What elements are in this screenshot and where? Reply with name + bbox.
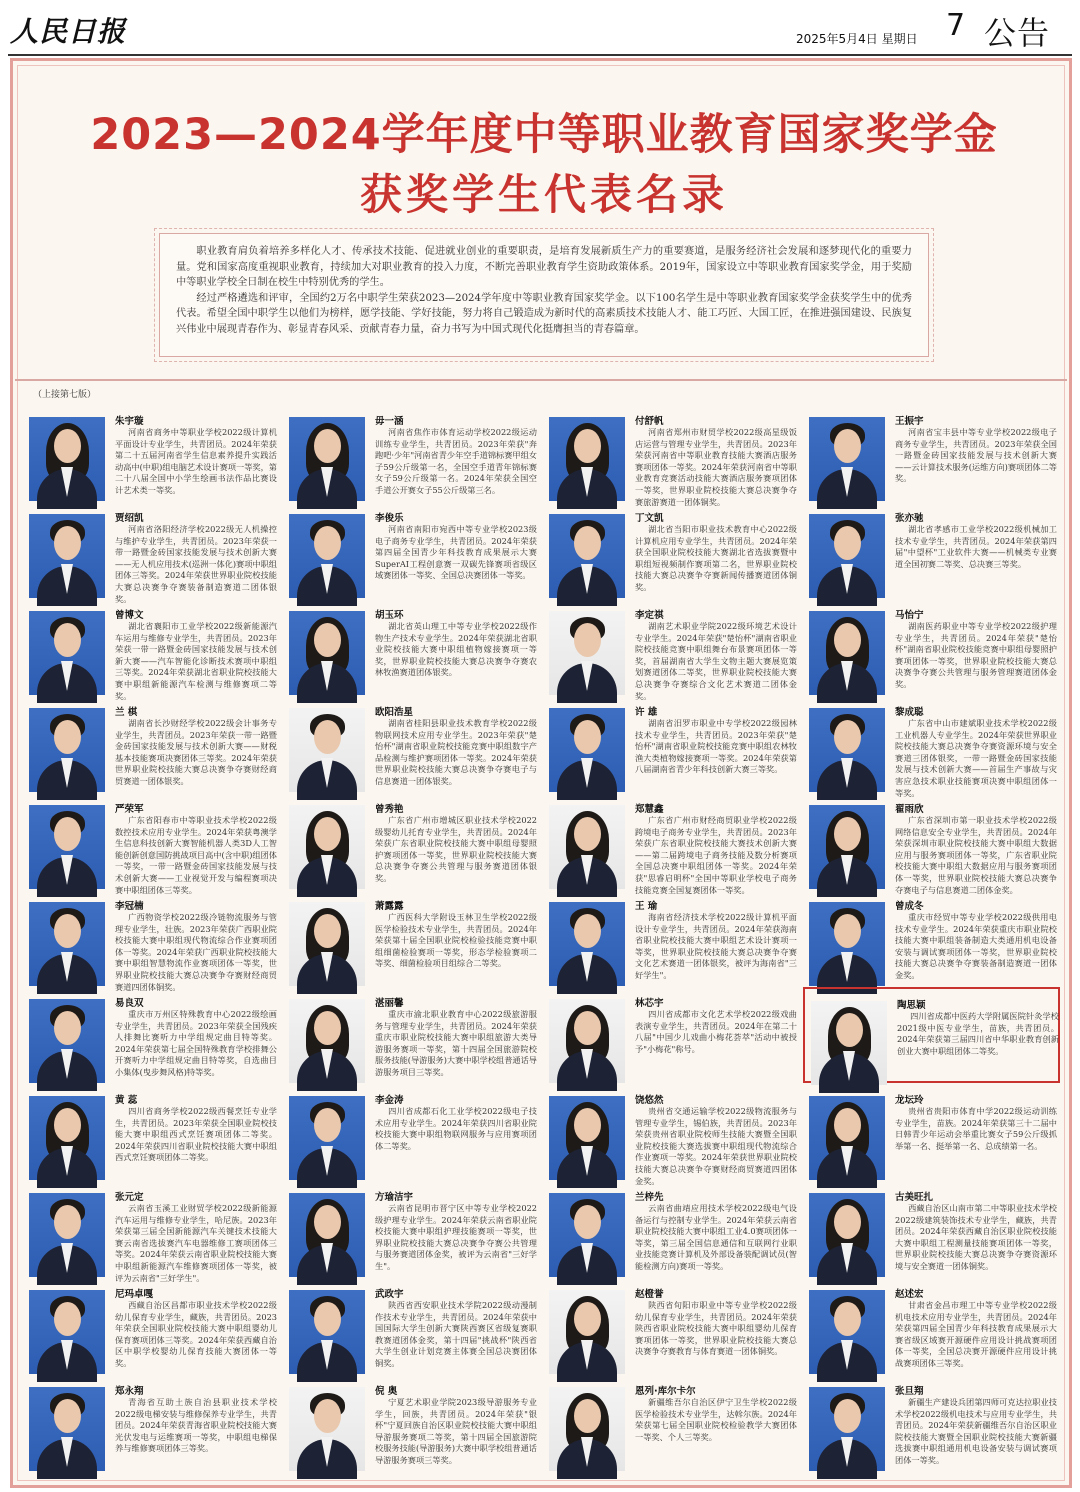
student-card [543,1181,800,1277]
student-photo [289,1193,365,1277]
student-card [23,793,280,895]
student-photo [289,902,365,986]
student-card [283,890,540,986]
student-card [543,502,800,598]
student-card [803,1278,1060,1374]
masthead-rule [8,54,1072,56]
student-card [283,1278,540,1374]
student-bio: 新疆维吾尔自治区伊宁卫生学校2022级医学检验技术专业学生，达斡尔族。2024年荣获第七届全国职业院校检验教学大赛团体一等奖、个人三等奖。 [635,1397,797,1442]
student-card [543,1375,800,1471]
student-name: 萧露露 [375,901,404,912]
student-photo [549,1193,625,1277]
student-name: 尼玛卓嘎 [115,1289,154,1300]
student-name: 古美旺扎 [895,1192,934,1203]
student-bio: 湖南省桂阳县职业技术教育学校2022级物联网技术应用专业学生。2023年荣获"楚怡杯"湖南省职业院校技能竞赛中职组数字产品检测与维护赛项团体一等奖。2024年荣获世界职业院校技能大赛总决赛争夺赛电子与信息赛道一团体银奖。 [375,718,537,786]
student-name: 恩列·库尔卡尔 [635,1386,696,1397]
student-card [283,502,540,598]
student-bio: 陕西省旬阳市职业中等专业学校2022级幼儿保育专业学生，共青团员。2024年荣获陕西省职业院校技能大赛中职组婴幼儿保育赛项团体一等奖，世界职业院校技能大赛总决赛争夺赛教育与体育赛道一团体铜奖。 [635,1300,797,1357]
student-card [283,405,540,501]
student-name: 黄 蕊 [115,1095,138,1106]
student-photo [289,417,365,501]
student-name: 林芯宇 [635,998,664,1009]
student-bio: 贵州省贵阳市体育中学2022级运动训练专业学生，苗族。2024年荣获第三十二届中日韩青少年运动会举重比赛女子59公斤级抓举第一名、挺举第一名、总成绩第一名。 [895,1106,1057,1151]
student-name: 陶思颖 [897,1000,926,1011]
issue-date: 2025年5月4日 星期日 [796,32,918,46]
student-photo [809,902,885,986]
student-bio: 贵州省交通运输学校2022级物流服务与管理专业学生，锡伯族，共青团员。2023年荣获贵州省职业院校师生技能大赛暨全国职业院校技能大赛选拔赛中职组现代物流综合作业赛项一等奖。2024年荣获世界职业院校技能大赛总决赛争夺赛财经商贸赛道四团体金奖。 [635,1106,797,1186]
student-name: 李冠楠 [115,901,144,912]
student-name: 郑慧鑫 [635,804,664,815]
student-bio: 陕西省西安职业技术学院2022级动漫制作技术专业学生，共青团员。2024年荣获中国国际大学生创新大赛陕西赛区省级复赛职教赛道团体金奖，第十四届"挑战杯"陕西省大学生创业计划竞赛主体赛全国总决赛团体铜奖。 [375,1300,537,1368]
student-name: 武政宇 [375,1289,404,1300]
student-name: 张旦翔 [895,1386,924,1397]
student-name: 贾绍凯 [115,513,144,524]
student-name: 付舒帆 [635,416,664,427]
student-name: 许 雄 [635,707,658,718]
student-photo [549,417,625,501]
student-name: 李定祺 [635,610,664,621]
student-bio: 宁夏艺术职业学院2023级导游服务专业学生，回族，共青团员。2024年荣获"银杯"宁夏回族自治区职业院校技能大赛中职组导游服务赛项二等奖，第十四届全国旅游院校服务技能(导游服务)大赛中职学校组普通话导游服务赛项三等奖。 [375,1397,537,1465]
student-name: 翟雨欣 [895,804,924,815]
student-name: 张元定 [115,1192,144,1203]
student-photo [809,1290,885,1374]
student-card [543,987,800,1083]
student-photo [549,1387,625,1471]
student-card [543,696,800,792]
student-card [23,1084,280,1180]
section-name: 公告 [984,14,1051,52]
student-name: 毋一涵 [375,416,404,427]
student-bio: 广西物资学校2022级冷链物流服务与管理专业学生，壮族。2023年荣获广西职业院校技能大赛中职组现代物流综合作业赛项团体一等奖。2024年荣获广西职业院校技能大赛中职组智慧物流作业赛项团体一等奖，世界职业院校技能大赛总决赛争夺赛财经商贸赛道四团体铜奖。 [115,912,277,992]
student-bio: 广东省深圳市第一职业技术学校2022级网络信息安全专业学生，共青团员。2024年荣获深圳市职业院校技能大赛中职组大数据应用与服务赛项团体一等奖，广东省职业院校技能大赛中职组大数据应用与服务赛项团体一等奖，世界职业院校技能大赛总决赛争夺赛电子与信息赛道二团体金奖。 [895,815,1057,895]
student-name: 曾博文 [115,610,144,621]
student-photo [809,1193,885,1277]
student-card [23,890,280,992]
student-photo [29,999,105,1083]
student-name: 马怡宁 [895,610,924,621]
student-photo [29,902,105,986]
student-photo [289,1387,365,1471]
student-name: 饶悠然 [635,1095,664,1106]
student-bio: 湖南艺术职业学院2022级环境艺术设计专业学生。2024年荣获"楚怡杯"湖南省职业院校技能竞赛中职组舞台布景赛项团体一等奖，首届湖南省大学生文物主题大赛展览策划赛道团体二等奖，世界职业院校技能大赛总决赛争夺赛综合文化艺术赛道二团体金奖。 [635,621,797,701]
student-card [283,987,540,1083]
student-photo [809,1387,885,1471]
student-bio: 四川省成都市文化艺术学校2022级戏曲表演专业学生，共青团员。2024年在第二十八届"中国少儿戏曲小梅花荟萃"活动中被授予"小梅花"称号。 [635,1009,797,1054]
student-card [23,1375,280,1471]
student-photo [809,1096,885,1180]
student-photo [809,805,885,889]
student-photo [549,514,625,598]
student-card [803,696,1060,798]
student-photo [289,1096,365,1180]
student-bio: 湖南省长沙财经学校2022级会计事务专业学生，共青团员。2023年荣获一带一路暨金砖国家技能发展与技术创新大赛——财税基本技能赛项决赛团体三等奖。2024年荣获世界职业院校技能大赛总决赛争夺赛财经商贸赛道一团体银奖。 [115,718,277,786]
student-bio: 湖北省孝感市工业学校2022级机械加工技术专业学生，共青团员。2024年荣获第四届"中望杯"工业软件大赛——机械类专业赛道全国初赛二等奖、总决赛三等奖。 [895,524,1057,569]
student-name: 黎成聪 [895,707,924,718]
student-bio: 湖南医药职业中等专业学校2022级护理专业学生，共青团员。2024年荣获"楚怡杯"湖南省职业院校技能竞赛中职组母婴照护赛项团体一等奖，世界职业院校技能大赛总决赛争夺赛公共管理与服务管理赛道团体金奖。 [895,621,1057,689]
student-photo [549,805,625,889]
student-name: 易良双 [115,998,144,1009]
student-card [543,599,800,701]
continued-note: （上接第七版） [33,390,97,400]
student-card [283,1181,540,1277]
intro-paragraph-2: 经过严格遴选和评审，全国约2万名中职学生荣获2023—2024学年度中等职业教育国家奖学金。以下100名学生是中等职业教育国家奖学金获奖学生中的优秀代表。希望全国中职学生以他们为榜样，愿学技能、学好技能，努力将自己锻造成为新时代的高素质技术技能人才、能工巧匠、大国工匠，在推进强国建设、民族复兴伟业中展现青春作为、彰显青春风采、贡献青春力量，奋力书写为中国式现代化挺膺担当的青春篇章。 [176,292,912,335]
page-title-line2: 获奖学生代表名录 [359,170,728,219]
student-card [803,405,1060,501]
page-number: 7 [946,8,966,43]
student-photo [29,708,105,792]
student-photo [549,1096,625,1180]
student-bio: 广东省广州市财经商贸职业学校2022级跨境电子商务专业学生，共青团员。2023年荣获广东省职业院校技能大赛技术创新大赛——第二届跨境电子商务技能及数分析赛项全国总决赛中职组团体一等奖。2024年荣获"思睿启明杯"全国中等职业学校电子商务技能竞赛全国复赛团体一等奖。 [635,815,797,895]
student-photo [809,514,885,598]
student-name: 胡玉环 [375,610,404,621]
student-card [23,1278,280,1374]
student-card [543,405,800,507]
student-card [803,1084,1060,1180]
student-name: 张亦驰 [895,513,924,524]
student-card [543,793,800,895]
student-name: 赵橙誉 [635,1289,664,1300]
student-bio: 四川省成都中医药大学附属医院针灸学校2021级中医专业学生，苗族，共青团员。2024年荣获第三届四川省中华职业教育创新创业大赛中职组团体二等奖。 [897,1011,1059,1056]
student-bio: 甘肃省金昌市理工中等专业学校2022级机电技术应用专业学生，共青团员。2024年荣获第四届全国青少年科技教育成果展示大赛省级区域赛开源硬件应用设计挑战赛项团体一等奖，全国总决赛开源硬件应用设计挑战赛项团体三等奖。 [895,1300,1057,1368]
student-photo [29,1387,105,1471]
intro-paragraph-1: 职业教育肩负着培养多样化人才、传承技术技能、促进就业创业的重要职责，是培育发展新质生产力的重要赛道，是服务经济社会发展和逐梦现代化的重要力量。党和国家高度重视职业教育，持续加大对职业教育的投入力度，不断完善职业教育学生资助政策体系。2019年，国家设立中等职业教育国家奖学金，用于奖励中等职业学校全日制在校生中特别优秀的学生。 [176,246,912,288]
student-card [803,502,1060,598]
student-photo [549,708,625,792]
student-photo [289,1290,365,1374]
student-bio: 云南省玉溪工业财贸学校2022级新能源汽车运用与维修专业学生，哈尼族。2023年荣获第三届全国新能源汽车关键技术技能大赛云南省选拔赛汽车电器维修工赛项团体三等奖。2024年荣获云南省职业院校技能大赛中职组新能源汽车维修赛项团体一等奖，被评为云南省"三好学生"。 [115,1203,277,1283]
student-name: 王 瑜 [635,901,658,912]
student-photo [29,514,105,598]
student-bio: 青海省互助土族自治县职业技术学校2022级电梯安装与维修保养专业学生，共青团员。2024年荣获青海省职业院校技能大赛光伏发电与运维赛项一等奖，中职组电梯保养与维修赛项团体三等奖。 [115,1397,277,1454]
student-name: 李俊乐 [375,513,404,524]
student-photo [809,708,885,792]
student-bio: 广东省中山市建斌职业技术学校2022级工业机器人专业学生。2024年荣获世界职业院校技能大赛总决赛争夺赛资源环境与安全赛道三团体银奖，一带一路暨金砖国家技能发展与技术创新大赛——首届生产事故与灾害应急技术职业技能赛项决赛中职组团体一等奖。 [895,718,1057,798]
student-card [23,1181,280,1283]
student-name: 湛丽馨 [375,998,404,1009]
student-photo [29,611,105,695]
student-card [283,696,540,792]
student-bio: 海南省经济技术学校2022级计算机平面设计专业学生，共青团员。2024年荣获海南省职业院校技能大赛中职组艺术设计赛项一等奖，世界职业院校技能大赛总决赛争夺赛文化艺术赛道一团体银奖，被评为海南省"三好学生"。 [635,912,797,980]
student-card [803,890,1060,986]
student-bio: 广东省广州市增城区职业技术学校2022级婴幼儿托育专业学生，共青团员。2024年荣获广东省职业院校技能大赛中职组母婴照护赛项团体一等奖，世界职业院校技能大赛总决赛争夺赛公共管理与服务赛道团体银奖。 [375,815,537,883]
student-card [543,1278,800,1374]
student-bio: 河南省焦作市体育运动学校2022级运动训练专业学生，共青团员。2023年荣获"奔跑吧·少年"河南省青少年空手道锦标赛甲组女子59公斤级第一名，全国空手道青年锦标赛女子59公斤级第一名。2024年荣获全国空手道公开赛女子55公斤级第三名。 [375,427,537,495]
student-photo [809,417,885,501]
student-name: 龙坛玲 [895,1095,924,1106]
student-photo [289,708,365,792]
student-bio: 重庆市渝北职业教育中心2022级旅游服务与管理专业学生，共青团员。2024年荣获重庆市职业院校技能大赛中职组旅游大类导游服务赛项一等奖，第十四届全国旅游院校服务技能(导游服务)大赛中职学校组普通话导游服务项目三等奖。 [375,1009,537,1077]
student-card [23,502,280,604]
student-card [23,987,280,1083]
student-card [543,1084,800,1186]
page-title-line1: 2023—2024学年度中等职业教育国家奖学金 [90,110,998,160]
student-photo [549,1290,625,1374]
student-bio: 河南省商务中等职业学校2022级计算机平面设计专业学生，共青团员。2024年荣获第二十五届河南省学生信息素养提升实践活动高中(中职)组电脑艺术设计赛项一等奖，第二十八届全国中小学生绘画书法作品比赛设计艺术类一等奖。 [115,427,277,495]
student-bio: 湖北省当阳市职业技术教育中心2022级计算机应用专业学生，共青团员。2024年荣获全国职业院校技能大赛湖北省选拔赛暨中职组短视频制作赛项第二名，世界职业院校技能大赛总决赛争夺赛新闻传播赛道团体铜奖。 [635,524,797,592]
student-bio: 河南省南阳市宛西中等专业学校2023级电子商务专业学生，共青团员。2024年荣获第四届全国青少年科技教育成果展示大赛SuperAI工程创意赛一双碳先锋赛项省级区域赛团体一等奖、全国总决赛团体一等奖。 [375,524,537,581]
student-bio: 西藏自治区昌都市职业技术学校2022级幼儿保育专业学生，藏族，共青团员。2023年荣获全国职业院校技能大赛中职组婴幼儿保育赛项团体三等奖。2024年荣获西藏自治区中职学校婴幼儿保育技能大赛团体一等奖。 [115,1300,277,1368]
student-photo [811,1001,887,1085]
student-card [283,599,540,695]
student-photo [29,1096,105,1180]
student-card [283,1375,540,1471]
student-name: 曾成冬 [895,901,924,912]
student-bio: 四川省商务学校2022级西餐烹饪专业学生，共青团员。2023年荣获全国职业院校技能大赛中职组西式烹饪赛项团体二等奖。2024年荣获四川省职业院校技能大赛中职组西式烹饪赛项团体二等奖。 [115,1106,277,1163]
student-photo [549,611,625,695]
student-photo [289,611,365,695]
student-name: 赵述宏 [895,1289,924,1300]
student-name: 曾秀艳 [375,804,404,815]
student-photo [29,417,105,501]
student-card [803,987,1060,1083]
student-card [803,1181,1060,1277]
student-name: 李金涛 [375,1095,404,1106]
student-card [23,405,280,501]
student-bio: 湖北省英山理工中等专业学校2022级作物生产技术专业学生。2024年荣获湖北省职业院校技能大赛中职组植物嫁接赛项一等奖，世界职业院校技能大赛总决赛争夺赛农林牧渔赛道团体银奖。 [375,621,537,678]
student-bio: 新疆生产建设兵团第四师可克达拉职业技术学校2022级机电技术与应用专业学生，共青团员。2024年荣获新疆维吾尔自治区职业院校技能大赛暨全国职业院校技能大赛新疆选拔赛中职组通用机电设备安装与调试赛项团体一等奖。 [895,1397,1057,1465]
student-photo [289,805,365,889]
student-name: 郑永翔 [115,1386,144,1397]
student-card [803,793,1060,895]
student-photo [29,1193,105,1277]
student-bio: 重庆市万州区特殊教育中心2022级绘画专业学生，共青团员。2023年荣获全国残疾人排舞比赛听力中学组规定曲目特等奖。2024年荣获第七届全国特殊教育学校排舞公开赛听力中学组规定曲目特等奖，自选曲目小集体(曳步舞风格)特等奖。 [115,1009,277,1077]
student-name: 丁文凯 [635,513,664,524]
student-grid [15,379,1067,1485]
masthead [0,0,1080,56]
student-name: 王振宇 [895,416,924,427]
student-card [23,599,280,701]
student-card [23,696,280,792]
student-name: 兰梓先 [635,1192,664,1203]
student-bio: 西藏自治区山南市第二中等职业技术学校2022级建筑装饰技术专业学生，藏族，共青团员。2024年荣获西藏自治区职业院校技能大赛中职组工程测量技能赛项团体一等奖，世界职业院校技能大赛总决赛争夺赛资源环境与安全赛道一团体铜奖。 [895,1203,1057,1271]
intro-box [159,233,929,357]
student-photo [289,999,365,1083]
announcement-frame [10,58,1072,1488]
student-bio: 河南省洛阳经济学校2022级无人机操控与维护专业学生，共青团员。2023年荣获一带一路暨金砖国家技能发展与技术创新大赛——无人机应用技术(巡洲一体化)赛项中职组团体三等奖。2024年荣获世界职业院校技能大赛总决赛争夺赛装备制造赛道二团体银奖。 [115,524,277,604]
student-card [283,1084,540,1180]
student-bio: 云南省昆明市晋宁区中等专业学校2022级护理专业学生。2024年荣获云南省职业院校技能大赛中职组护理技能赛项一等奖，世界职业院校技能大赛总决赛争夺赛公共管理与服务赛道团体金奖，被评为云南省"三好学生"。 [375,1203,537,1271]
student-bio: 广西医科大学附设玉林卫生学校2022级医学检验技术专业学生，共青团员。2024年荣获第十届全国职业院校检验技能竞赛中职组细菌检验赛项一等奖，形态学检验赛项二等奖、细菌检验项目组综合二等奖。 [375,912,537,969]
student-bio: 云南省曲靖应用技术学校2022级电气设备运行与控制专业学生。2024年荣获云南省职业院校技能大赛中职组工业4.0赛项团体一等奖，第三届全国信息通信和互联网行业职业技能竞赛计算机及外部设备装配调试员(智能检测方向)赛项一等奖。 [635,1203,797,1271]
student-name: 欧阳浩星 [375,707,414,718]
student-name: 兰 棋 [115,707,138,718]
student-bio: 重庆市经贸中等专业学校2022级供用电技术专业学生。2024年荣获重庆市职业院校技能大赛中职组装备制造大类通用机电设备安装与调试赛项团体一等奖，世界职业院校技能大赛总决赛争夺赛装备制造赛道一团体金奖。 [895,912,1057,980]
student-bio: 四川省成都石化工业学校2022级电子技术应用专业学生。2024年荣获四川省职业院校技能大赛中职组物联网服务与应用赛项团体二等奖。 [375,1106,537,1151]
student-name: 倪 奥 [375,1386,398,1397]
student-photo [809,611,885,695]
student-photo [289,514,365,598]
student-name: 朱宇璇 [115,416,144,427]
newspaper-logo: 人民日报 [10,15,127,48]
student-card [543,890,800,986]
student-photo [29,805,105,889]
student-bio: 湖北省襄阳市工业学校2022级新能源汽车运用与维修专业学生，共青团员。2023年荣获一带一路暨金砖国家技能发展与技术创新大赛——汽车智能化诊断技术赛项中职组三等奖。2024年荣获湖北省职业院校技能大赛中职组新能源汽车检测与维修赛项二等奖。 [115,621,277,701]
student-photo [29,1290,105,1374]
student-bio: 湖南省汨罗市职业中专学校2022级园林技术专业学生，共青团员。2023年荣获"楚怡杯"湖南省职业院校技能竞赛中职组农林牧渔大类植物嫁接赛项一等奖。2024年荣获第八届湖南省青少年科技创新大赛三等奖。 [635,718,797,775]
student-bio: 河南省宝丰县中等专业学校2022级电子商务专业学生，共青团员。2023年荣获全国一路暨金砖国家技能发展与技术创新大赛——云计算技术服务(运维方向)赛项团体二等奖。 [895,427,1057,484]
student-name: 严荣军 [115,804,144,815]
student-photo [549,902,625,986]
student-name: 方瑜洁宇 [375,1192,414,1203]
student-bio: 广东省阳春市中等职业技术学校2022级数控技术应用专业学生。2024年荣获粤澳学生信息科技创新大赛智能机器人类3D人工智能创新创意国防挑战项目高中(含中职)组团体一等奖，一带一路暨金砖国家技能发展与技术创新大赛——工业视觉开发与编程赛项决赛中职组团体三等奖。 [115,815,277,895]
student-card [803,1375,1060,1471]
student-photo [549,999,625,1083]
student-card [803,599,1060,695]
student-bio: 河南省郑州市财贸学校2022级高星级饭店运营与管理专业学生，共青团员。2023年荣获河南省中等职业教育技能大赛酒店服务赛项团体一等奖。2024年荣获河南省中等职业教育竞赛活动技能大赛酒店服务赛项团体一等奖，世界职业院校技能大赛总决赛争夺赛旅游赛道一团体铜奖。 [635,427,797,507]
student-card [283,793,540,889]
